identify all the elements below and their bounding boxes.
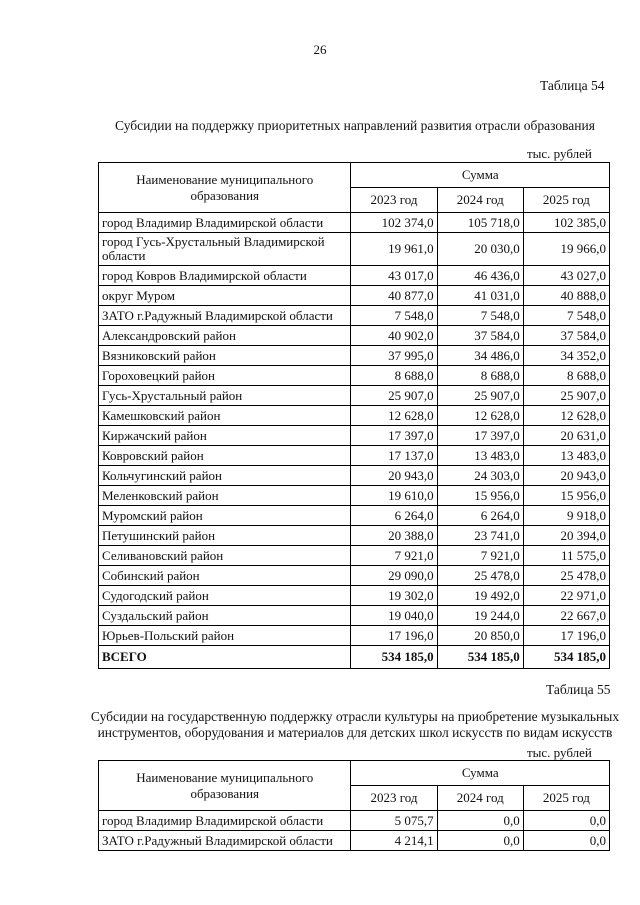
table-row: [99, 346, 610, 366]
page-number: 26: [313, 42, 327, 57]
header-year-2025: 2025 год: [523, 786, 609, 811]
header-year-2023: 2023 год: [351, 786, 437, 811]
total-2025: 534 185,0: [523, 646, 609, 669]
row-name: ЗАТО г.Радужный Владимирской области: [99, 831, 351, 851]
value-2025: 22 971,0: [523, 586, 609, 606]
row-name: Александровский район: [99, 326, 351, 346]
row-name: город Гусь-Хрустальный Владимирской области: [99, 233, 351, 266]
row-name: Юрьев-Польский район: [99, 626, 351, 646]
value-2023: 25 907,0: [351, 386, 437, 406]
table-row: [99, 426, 610, 446]
value-2023: 20 943,0: [351, 466, 437, 486]
table-row: [99, 326, 610, 346]
header-sum: Сумма: [351, 761, 610, 786]
value-2025: 8 688,0: [523, 366, 609, 386]
value-2023: 6 264,0: [351, 506, 437, 526]
value-2025: 37 584,0: [523, 326, 609, 346]
value-2025: 19 966,0: [523, 233, 609, 266]
value-2025: 20 943,0: [523, 466, 609, 486]
table-row: [99, 526, 610, 546]
table-row: [99, 566, 610, 586]
row-name: Судогодский район: [99, 586, 351, 606]
row-name: Петушинский район: [99, 526, 351, 546]
table-row: [99, 466, 610, 486]
value-2024: 19 492,0: [437, 586, 523, 606]
value-2023: 7 921,0: [351, 546, 437, 566]
value-2023: 19 961,0: [351, 233, 437, 266]
row-name: Вязниковский район: [99, 346, 351, 366]
value-2023: 19 040,0: [351, 606, 437, 626]
value-2023: 40 877,0: [351, 286, 437, 306]
value-2024: 37 584,0: [437, 326, 523, 346]
value-2023: 17 137,0: [351, 446, 437, 466]
table-54-number: Таблица 54: [540, 78, 605, 93]
table-row: [99, 213, 610, 233]
value-2024: 46 436,0: [437, 266, 523, 286]
row-name: округ Муром: [99, 286, 351, 306]
row-name: Селивановский район: [99, 546, 351, 566]
row-name: Гусь-Хрустальный район: [99, 386, 351, 406]
value-2024: 15 956,0: [437, 486, 523, 506]
table-row: [99, 286, 610, 306]
value-2024: 0,0: [437, 811, 523, 831]
table-row: [99, 446, 610, 466]
value-2023: 20 388,0: [351, 526, 437, 546]
value-2025: 7 548,0: [523, 306, 609, 326]
value-2023: 29 090,0: [351, 566, 437, 586]
row-name: город Владимир Владимирской области: [99, 811, 351, 831]
value-2025: 9 918,0: [523, 506, 609, 526]
value-2024: 7 921,0: [437, 546, 523, 566]
total-2024: 534 185,0: [437, 646, 523, 669]
table-55: [98, 760, 610, 851]
value-2024: 23 741,0: [437, 526, 523, 546]
value-2024: 8 688,0: [437, 366, 523, 386]
table-row: [99, 306, 610, 326]
row-name: Киржачский район: [99, 426, 351, 446]
table-54-units: тыс. рублей: [527, 146, 592, 161]
value-2023: 43 017,0: [351, 266, 437, 286]
value-2025: 25 478,0: [523, 566, 609, 586]
row-name: Камешковский район: [99, 406, 351, 426]
table-row: [99, 546, 610, 566]
value-2024: 34 486,0: [437, 346, 523, 366]
value-2024: 20 030,0: [437, 233, 523, 266]
row-name: Суздальский район: [99, 606, 351, 626]
table-row: [99, 586, 610, 606]
value-2023: 7 548,0: [351, 306, 437, 326]
table-row: [99, 406, 610, 426]
value-2023: 19 610,0: [351, 486, 437, 506]
value-2025: 22 667,0: [523, 606, 609, 626]
value-2024: 25 907,0: [437, 386, 523, 406]
value-2025: 15 956,0: [523, 486, 609, 506]
value-2024: 105 718,0: [437, 213, 523, 233]
value-2025: 34 352,0: [523, 346, 609, 366]
table-54-title: Субсидии на поддержку приоритетных направлений развития отрасли образования: [115, 118, 595, 133]
value-2023: 12 628,0: [351, 406, 437, 426]
row-name: город Ковров Владимирской области: [99, 266, 351, 286]
value-2024: 25 478,0: [437, 566, 523, 586]
row-name: Кольчугинский район: [99, 466, 351, 486]
value-2024: 13 483,0: [437, 446, 523, 466]
value-2025: 25 907,0: [523, 386, 609, 406]
value-2023: 37 995,0: [351, 346, 437, 366]
value-2024: 24 303,0: [437, 466, 523, 486]
value-2025: 43 027,0: [523, 266, 609, 286]
value-2025: 17 196,0: [523, 626, 609, 646]
total-row: [99, 646, 610, 669]
header-name: Наименование муниципального образования: [99, 163, 351, 213]
value-2025: 102 385,0: [523, 213, 609, 233]
row-name: Муромский район: [99, 506, 351, 526]
table-row: [99, 811, 610, 831]
row-name: Собинский район: [99, 566, 351, 586]
value-2024: 17 397,0: [437, 426, 523, 446]
row-name: Гороховецкий район: [99, 366, 351, 386]
header-year-2025: 2025 год: [523, 188, 609, 213]
value-2024: 7 548,0: [437, 306, 523, 326]
table-row: [99, 506, 610, 526]
value-2024: 41 031,0: [437, 286, 523, 306]
value-2025: 0,0: [523, 831, 609, 851]
value-2023: 19 302,0: [351, 586, 437, 606]
header-name: Наименование муниципального образования: [99, 761, 351, 811]
value-2025: 13 483,0: [523, 446, 609, 466]
total-label: ВСЕГО: [99, 646, 351, 669]
value-2024: 6 264,0: [437, 506, 523, 526]
row-name: ЗАТО г.Радужный Владимирской области: [99, 306, 351, 326]
value-2024: 12 628,0: [437, 406, 523, 426]
table-row: [99, 233, 610, 266]
table-55-number: Таблица 55: [546, 682, 611, 697]
value-2023: 4 214,1: [351, 831, 437, 851]
table-row: [99, 626, 610, 646]
row-name: Ковровский район: [99, 446, 351, 466]
table-row: [99, 486, 610, 506]
table-row: [99, 831, 610, 851]
value-2024: 0,0: [437, 831, 523, 851]
header-year-2023: 2023 год: [351, 188, 437, 213]
table-row: [99, 386, 610, 406]
value-2025: 12 628,0: [523, 406, 609, 426]
value-2023: 17 397,0: [351, 426, 437, 446]
table-row: [99, 266, 610, 286]
table-54: [98, 162, 610, 669]
value-2023: 40 902,0: [351, 326, 437, 346]
header-year-2024: 2024 год: [437, 188, 523, 213]
value-2023: 5 075,7: [351, 811, 437, 831]
table-row: [99, 606, 610, 626]
value-2024: 20 850,0: [437, 626, 523, 646]
table-55-title: Субсидии на государственную поддержку отрасли культуры на приобретение музыкальных инструментов, оборудования и материалов для детских школ искусств по видам искусств: [90, 709, 620, 740]
value-2025: 11 575,0: [523, 546, 609, 566]
row-name: город Владимир Владимирской области: [99, 213, 351, 233]
header-year-2024: 2024 год: [437, 786, 523, 811]
value-2023: 17 196,0: [351, 626, 437, 646]
value-2025: 0,0: [523, 811, 609, 831]
total-2023: 534 185,0: [351, 646, 437, 669]
value-2025: 20 394,0: [523, 526, 609, 546]
header-sum: Сумма: [351, 163, 610, 188]
value-2025: 20 631,0: [523, 426, 609, 446]
value-2023: 102 374,0: [351, 213, 437, 233]
value-2023: 8 688,0: [351, 366, 437, 386]
value-2025: 40 888,0: [523, 286, 609, 306]
value-2024: 19 244,0: [437, 606, 523, 626]
row-name: Меленковский район: [99, 486, 351, 506]
table-row: [99, 366, 610, 386]
table-55-units: тыс. рублей: [527, 745, 592, 760]
